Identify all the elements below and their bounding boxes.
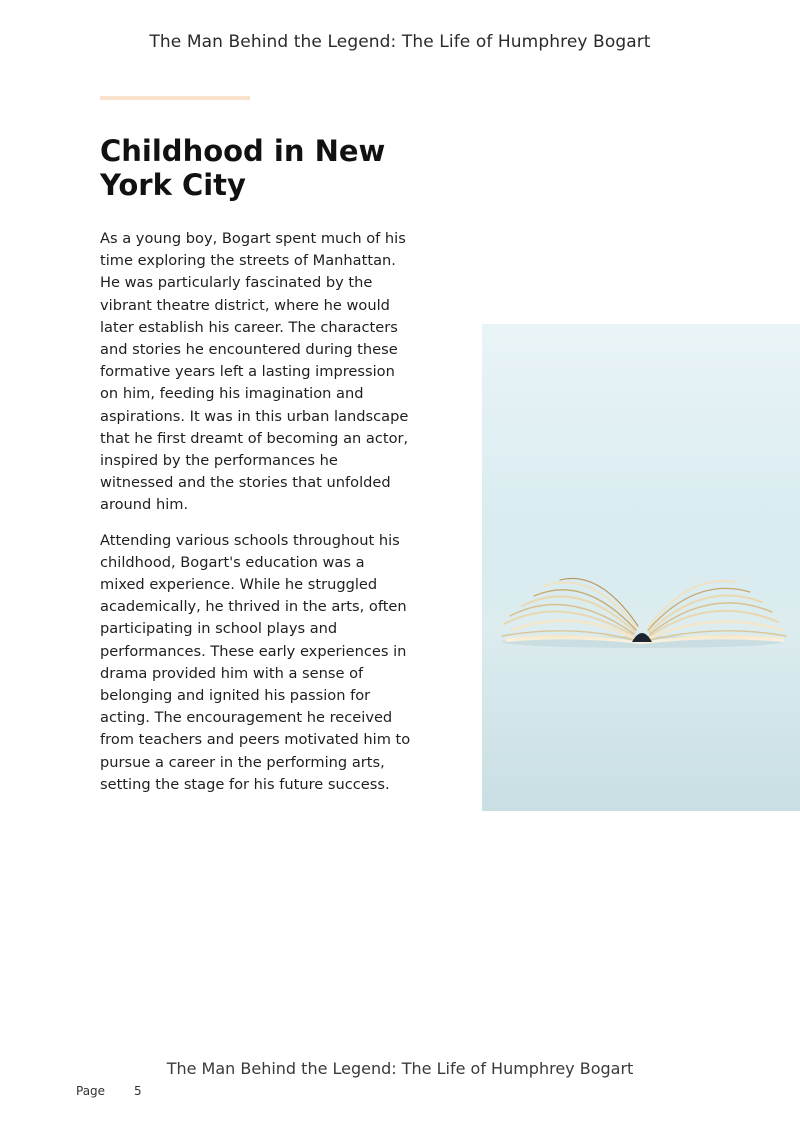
running-footer: The Man Behind the Legend: The Life of Humphrey Bogart: [166, 1059, 634, 1078]
accent-rule: [100, 96, 250, 100]
open-book-icon: [482, 324, 800, 811]
open-book-photo: [482, 324, 800, 811]
chapter-title: Childhood in New York City: [100, 134, 386, 202]
running-header: The Man Behind the Legend: The Life of Humphrey Bogart: [149, 32, 651, 52]
body-text: [100, 228, 412, 809]
page-number: 5: [134, 1084, 142, 1098]
paragraph: Attending various schools throughout his childhood, Bogart's education was a mixed experience. While he struggled academically, he thrived in the arts, often participating in school plays and performances. These early experiences in drama provided him with a sense of belonging and ignited his passion for acting. The encouragement he received from teachers and peers motivated him to pursue a career in the performing arts, setting the stage for his future success.: [100, 531, 411, 793]
paragraph: As a young boy, Bogart spent much of his time exploring the streets of Manhattan. He was particularly fascinated by the vibrant theatre district, where he would later establish his career. The characters and stories he encountered during these formative years left a lasting impression on him, feeding his imagination and aspirations. It was in this urban landscape that he first dreamt of becoming an actor, inspired by the performances he witnessed and the stories that unfolded around him.: [100, 230, 409, 514]
page-label: Page: [76, 1084, 106, 1098]
